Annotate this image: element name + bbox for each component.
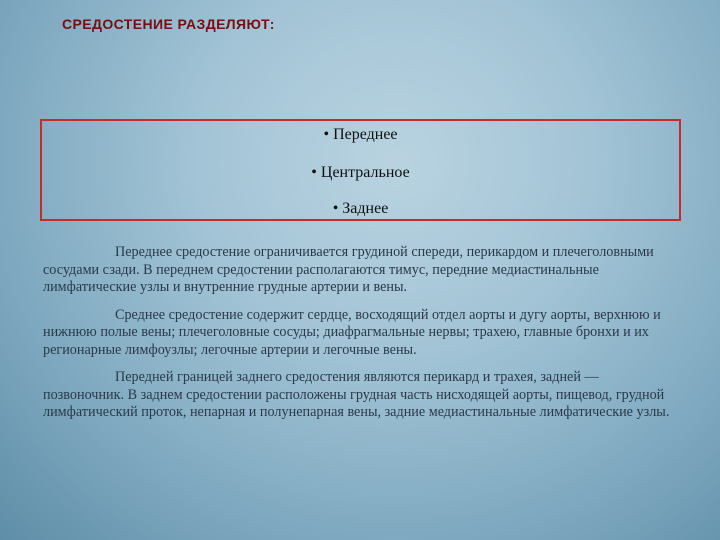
body-text xyxy=(43,244,681,432)
divisions-box xyxy=(40,119,681,221)
paragraph-posterior: Передней границей заднего средостения являются перикард и трахея, задней — позвоночник. В заднем средостении расположены грудная часть нисходящей аорты, пищевод, грудной лимфатический проток, непарная и полунепарная вены, задние медиастинальные лимфатические узлы. xyxy=(43,369,670,420)
division-item-anterior: • Переднее xyxy=(323,126,398,143)
division-item-central: • Центральное xyxy=(311,164,410,181)
division-item-posterior: • Заднее xyxy=(332,200,389,217)
slide-title: СРЕДОСТЕНИЕ РАЗДЕЛЯЮТ: xyxy=(62,16,275,32)
paragraph-anterior: Переднее средостение ограничивается грудиной спереди, перикардом и плечеголовными сосудами сзади. В переднем средостении располагаются тимус, передние медиастинальные лимфатические узлы и внутренние грудные артерии и вены. xyxy=(43,244,654,295)
paragraph-middle: Среднее средостение содержит сердце, восходящий отдел аорты и дугу аорты, верхнюю и нижнюю полые вены; плечеголовные сосуды; диафрагмальные нервы; трахею, главные бронхи и их регионарные лимфоузлы; легочные артерии и легочные вены. xyxy=(43,306,661,358)
